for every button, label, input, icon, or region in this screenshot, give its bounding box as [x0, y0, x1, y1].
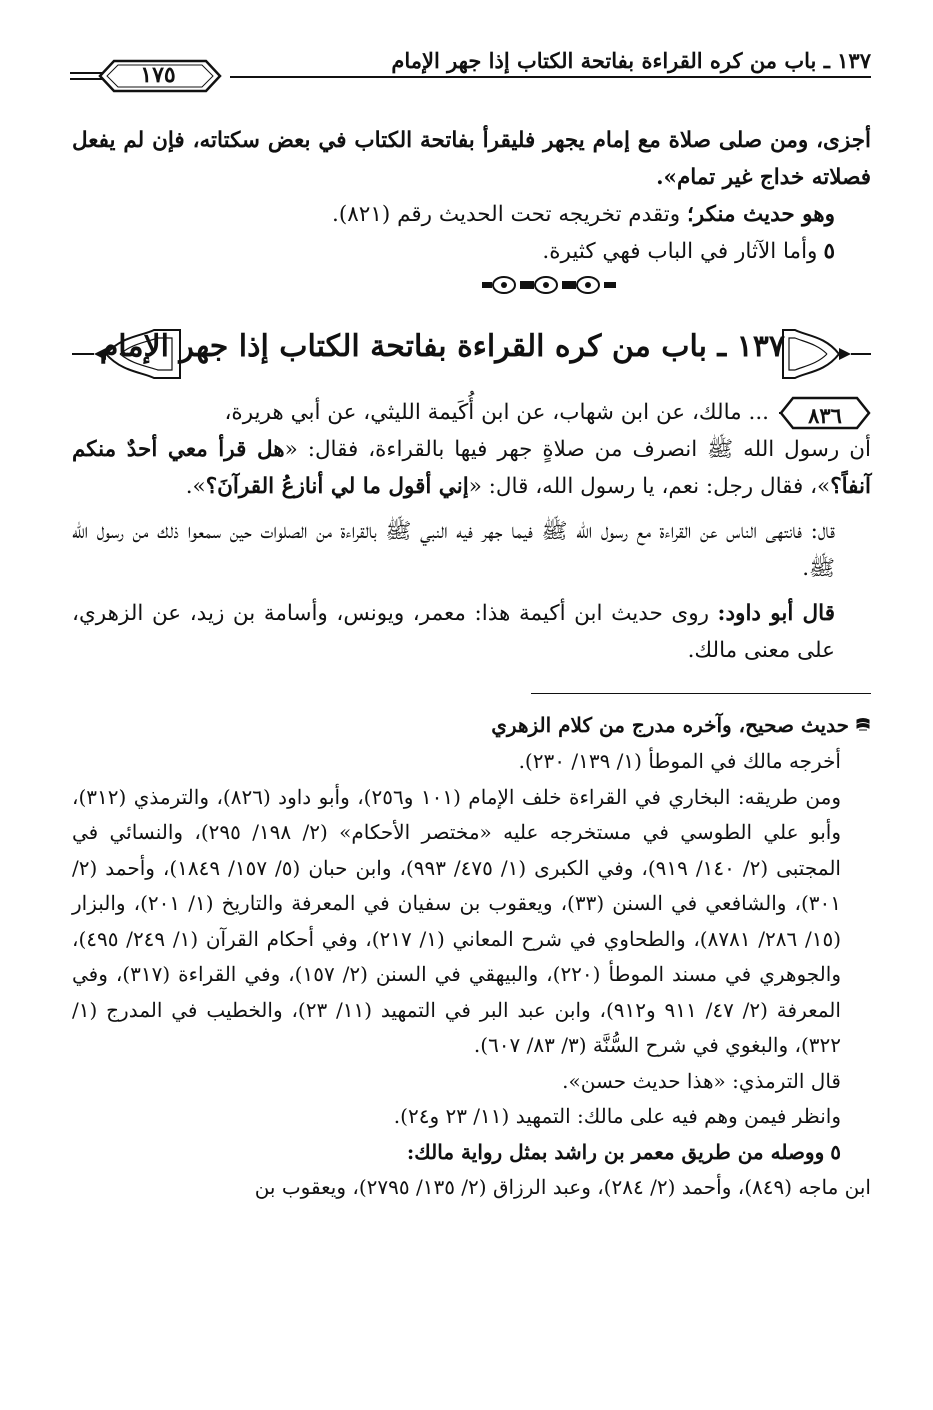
chapter-title: ١٣٧ ـ باب من كره القراءة بفاتحة الكتاب إذا جهر الإمام: [99, 329, 785, 364]
prophet-quote-1: هل قرأ معي أحدٌ منكم آنفاً؟: [72, 437, 871, 499]
page-body: [72, 122, 871, 1206]
bullet-marker: ٥: [830, 1139, 841, 1164]
footnote-separator: [531, 693, 871, 694]
chapter-heading: [72, 314, 871, 394]
munkar-text: وتقدم تخريجه تحت الحديث رقم (٨٢١).: [331, 202, 687, 227]
hadith-opening-line: [72, 394, 871, 431]
note-paths: ومن طريقه: البخاري في القراءة خلف الإمام (١٠١ و٢٥٦)، وأبو داود (٨٢٦)، والترمذي (٣١٢)، وأبو علي الطوسي في مستخرجه عليه «مختصر الأحكام» (٢/ ١٩٨/ ٢٩٥)، والنسائي في المجتبى (٢/ ١٤٠/ ٩١٩)، وفي الكبرى (١/ ٤٧٥/ ٩٩٣)، وابن حبان (٥/ ١٥٧/ ١٨٤٩)، وأحمد (٢/ ٣٠١)، والشافعي في السنن (٣٣)، ويعقوب بن سفيان في المعرفة والتاريخ (١/ ٢٠١)، والبزار (١٥/ ٢٨٦/ ٨٧٨١)، والطحاوي في شرح المعاني (١/ ٢١٧)، وفي أحكام القرآن (١/ ٢٤٩/ ٤٩٥)، والجوهري في مسند الموطأ (٢٢٠)، والبيهقي في السنن (٢/ ١٥٧)، وفي القراءة (٣١٧)، وفي المعرفة (٢/ ٤٧/ ٩١١ و٩١٢)، وابن عبد البر في التمهيد (١١/ ٢٣)، والخطيب في المدرج (١/ ٣٢٢)، والبغوي في شرح السُّنَّة (٣/ ٨٣/ ٦٠٧).: [72, 784, 841, 1058]
matn-part-b: »، فقال رجل: نعم، يا رسول الله، قال: «: [468, 474, 831, 499]
notes-heading: [72, 708, 871, 744]
munkar-label: وهو حديث منكر؛: [686, 202, 835, 227]
hadith-zuhri-addition: قال: فانتهى الناس عن القراءة مع رسول الله ﷺ فيما جهر فيه النبي ﷺ بالقراءة من الصلوات حين سمعوا ذلك من رسول الله ﷺ.: [72, 519, 835, 581]
top-paragraph-1: أجزى، ومن صلى صلاة مع إمام يجهر فليقرأ بفاتحة الكتاب في بعض سكتاته، فإن لم يفعل فصلاته خداج غير تمام».: [72, 128, 871, 190]
matn-part-c: ».: [185, 474, 206, 499]
note-mamar-sources: ابن ماجه (٨٤٩)، وأحمد (٢/ ٢٨٤)، وعبد الرزاق (٢/ ١٣٥/ ٢٧٩٥)، ويعقوب بن: [254, 1175, 871, 1200]
page-number: ١٧٥: [140, 62, 176, 88]
section-divider-ornament: [72, 270, 871, 308]
takhrij-notes: [72, 708, 871, 1206]
mamar-heading-text: ووصله من طريق معمر بن راشد بمثل رواية مالك:: [406, 1139, 825, 1164]
note-mamar-heading: [72, 1135, 871, 1171]
matn-part-a: أن رسول الله ﷺ انصرف من صلاةٍ جهر فيها بالقراءة، فقال: «: [284, 437, 871, 462]
top-paragraph-3: [72, 233, 871, 270]
right-ornament-icon: [781, 326, 871, 382]
running-title: ١٣٧ ـ باب من كره القراءة بفاتحة الكتاب إذا جهر الإمام: [391, 48, 871, 73]
abu-dawud-label: قال أبو داود:: [717, 601, 835, 626]
note-tirmidhi: قال الترمذي: «هذا حديث حسن».: [562, 1068, 841, 1093]
hadith-isnad: ... مالك، عن ابن شهاب، عن ابن أُكَيمة الليثي، عن أبي هريرة،: [224, 400, 769, 425]
page-number-badge: [70, 58, 230, 94]
top-paragraph-2: [72, 196, 871, 233]
abu-dawud-text: روى حديث ابن أكيمة هذا: معمر، ويونس، وأسامة بن زيد، عن الزهري، على معنى مالك.: [72, 601, 835, 663]
note-malik: أخرجه مالك في الموطأ (١/ ١٣٩/ ٢٣٠).: [518, 749, 841, 774]
prophet-quote-2: إني أقول ما لي أنازعُ القرآنَ؟: [205, 474, 469, 499]
hadith-number-badge: [779, 395, 871, 431]
page-header: [70, 38, 871, 108]
note-see-also: وانظر فيمن وهم فيه على مالك: التمهيد (١١/ ٢٣ و٢٤).: [393, 1104, 841, 1129]
abu-dawud-comment: [72, 595, 871, 669]
ruling-marker-icon: [855, 709, 871, 745]
athar-text: وأما الآثار في الباب فهي كثيرة.: [542, 239, 818, 264]
bullet-marker: ٥: [823, 239, 835, 264]
ruling-heading: حديث صحيح، وآخره مدرج من كلام الزهري: [491, 713, 849, 737]
floral-divider-icon: [482, 275, 622, 295]
hadith-number: ٨٣٦: [808, 403, 842, 428]
hadith-matn: [72, 431, 871, 505]
